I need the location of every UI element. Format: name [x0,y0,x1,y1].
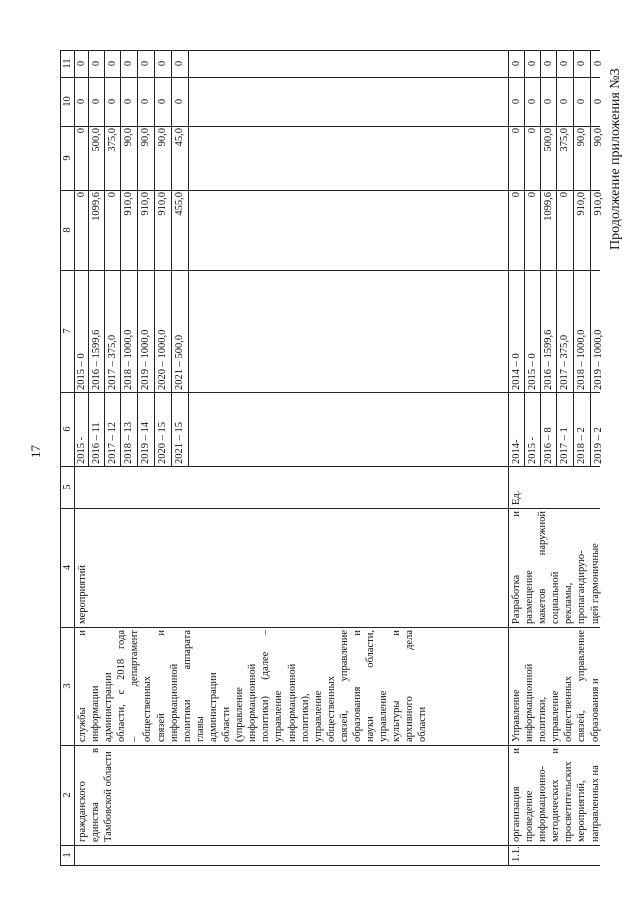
column-rule [60,77,600,78]
page-number: 17 [28,445,43,458]
row-b-col6-value: 2018 – 2 [576,427,587,464]
row-a-col4-text: мероприятий [77,565,88,624]
column-number: 7 [62,328,73,334]
row-b-col9-value: 0 [527,128,538,134]
row-a-col10-value: 0 [91,98,102,105]
column-number: 3 [62,683,73,689]
column-number: 6 [62,426,73,432]
row-a-col10-value: 0 [140,98,151,105]
column-number: 9 [62,155,73,161]
row-a-col2-text: гражданского единства в Тамбовской области [77,748,115,842]
row-a-col11-value: 0 [140,60,151,67]
appendix-title: Продолжение приложения №3 [608,68,623,250]
row-b-col2-text: организация и проведение информационно- методических и просветительских мероприятий, направленных на [511,748,601,842]
row-a-col6-value: 2016 – 11 [91,422,102,464]
column-rule [60,126,600,127]
row-b-col10-value: 0 [543,98,554,105]
column-number: 10 [62,96,73,107]
row-b-col7-value: 2015 – 0 [527,353,538,390]
row-a-col9-value: 90,0 [157,128,168,147]
column-number: 2 [62,792,73,798]
row-a-col11-value: 0 [107,60,118,67]
row-a-col8-value: 1099,6 [91,192,102,221]
row-a-col9-value: 90,0 [123,128,134,147]
row-b-col10-value: 0 [559,98,570,105]
row-b-col11-value: 0 [559,60,570,67]
row-a-col6-value: 2019 – 14 [140,422,151,464]
column-number: 1 [62,852,73,858]
row-a-col8-value: 910,0 [123,192,134,216]
row-b-col9-value: 500,0 [543,128,554,152]
row-a-col9-value: 375,0 [107,128,118,152]
row-a-col6-value: 2021 – 15 [174,422,185,464]
row-b-col3-text: Управление информационной политики, управление общественных связей, управление образования и [511,630,601,742]
row-a-col7-value: 2019 – 1000,0 [140,329,151,390]
row-a-col10-value: 0 [76,98,87,105]
row-b-col9-value: 0 [511,128,522,134]
column-number: 11 [62,58,73,69]
row-a-col11-value: 0 [174,60,185,67]
row-a-col9-value: 0 [76,128,87,134]
column-number: 5 [62,484,73,490]
row-a-col11-value: 0 [123,60,134,67]
row-b-col7-value: 2017 – 375,0 [559,334,570,390]
row-b-col6-value: 2019 – 2 [593,427,604,464]
row-a-col7-value: 2018 – 1000,0 [123,329,134,390]
row-b-col8-value: 0 [559,192,570,198]
row-b-col7-value: 2016 – 1599,6 [543,329,554,390]
row-a-col9-value: 90,0 [140,128,151,147]
row-a-col6-value: 2020 – 15 [157,422,168,464]
row-b-col9-value: 375,0 [559,128,570,152]
column-rule [60,270,600,271]
row-b-col11-value: 0 [527,60,538,67]
row-b-col11-value: 0 [593,60,604,67]
row-a-col8-value: 910,0 [140,192,151,216]
row-a-col9-value: 500,0 [91,128,102,152]
row-b-col6-value: 2017 – 1 [559,427,570,464]
row-a-col6-value: 2017 – 12 [107,422,118,464]
row-b-col10-value: 0 [593,98,604,105]
row-a-col9-value: 45,0 [174,128,185,147]
row-b-col8-value: 0 [527,192,538,198]
row-a-col6-value: 2015 - [76,436,87,464]
row-b-col7-value: 2018 – 1000,0 [576,329,587,390]
row-b-col7-value: 2019 – 1000,0 [593,329,604,390]
row-a-col8-value: 0 [76,192,87,198]
row-b-col9-value: 90,0 [593,128,604,147]
row-a-col7-value: 2020 – 1000,0 [157,329,168,390]
row-a-col6-value: 2018 – 13 [123,422,134,464]
row-a-col10-value: 0 [123,98,134,105]
column-number: 8 [62,227,73,233]
row-a-col8-value: 455,0 [174,192,185,216]
column-rule [60,392,600,393]
row-b-col8-value: 0 [511,192,522,198]
row-b-col4-text: Разработка и размещение макетов наружной социальной рекламы, пропагандирую- щей гармоничные [511,511,601,624]
column-rule [60,466,600,467]
row-b-col6-value: 2015 - [527,436,538,464]
row-b-col11-value: 0 [511,60,522,67]
row-a-col3-text: службы и информации администрации области, с 2018 года – департамент общественных связей и информационной политики аппарата главы администрации области (управление информационной политики) (далее – управление информационной политики), управление общественных связей, управление образования и науки области, управление культуры и архивного дела области [77,630,429,742]
row-a-col11-value: 0 [91,60,102,67]
row-a-col7-value: 2017 – 375,0 [107,334,118,390]
row-a-col7-value: 2016 – 1599,6 [91,329,102,390]
row-b-col11-value: 0 [543,60,554,67]
row-b-col11-value: 0 [576,60,587,67]
row-b-col8-value: 1099,6 [543,192,554,221]
row-b-col9-value: 90,0 [576,128,587,147]
row-a-col7-value: 2015 – 0 [76,353,87,390]
row-a-col10-value: 0 [157,98,168,105]
row-b-col10-value: 0 [511,98,522,105]
row-b-col7-value: 2014 – 0 [511,353,522,390]
row-a-col10-value: 0 [174,98,185,105]
row-b-col1-number: 1.1. [511,846,522,862]
row-b-col8-value: 910,0 [593,192,604,216]
row-b-col8-value: 910,0 [576,192,587,216]
column-rule [60,745,600,746]
row-a-col8-value: 910,0 [157,192,168,216]
column-number: 4 [62,564,73,571]
column-rule [60,627,600,628]
row-a-col11-value: 0 [76,60,87,67]
row-b-col10-value: 0 [576,98,587,105]
row-b-col10-value: 0 [527,98,538,105]
row-a-col11-value: 0 [157,60,168,67]
column-rule [60,865,600,866]
row-b-col6-value: 2016 – 8 [543,427,554,464]
row-a-col10-value: 0 [107,98,118,105]
row-a-col8-value: 0 [107,192,118,198]
row-b-col6-value: 2014- [511,439,522,464]
row-b-col5-unit: Ед. [511,490,522,505]
column-rule [60,190,600,191]
column-rule [60,508,600,509]
row-a-col7-value: 2021 – 500,0 [174,334,185,390]
subrow-rule [188,50,189,466]
column-rule [60,50,600,51]
